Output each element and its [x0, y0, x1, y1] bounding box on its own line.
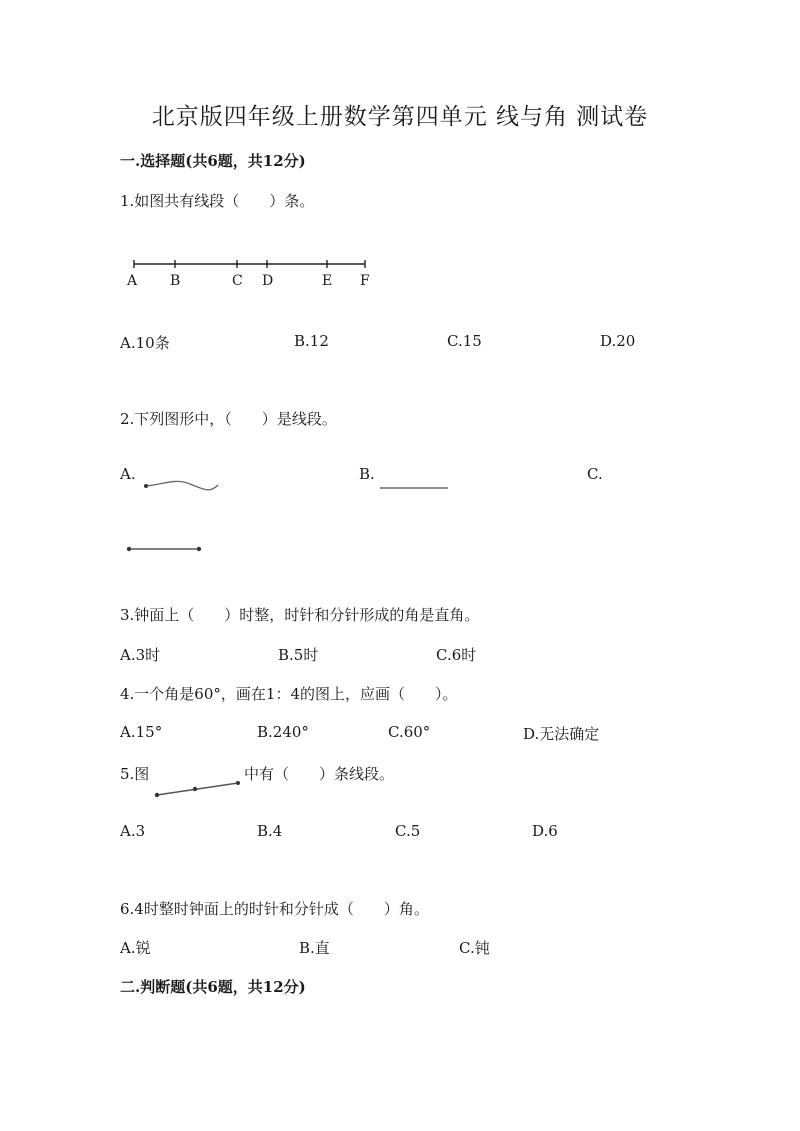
question-5-prefix: 5.图 [120, 765, 150, 783]
q5-option-a: A.3 [120, 822, 146, 840]
q1-option-b: B.12 [294, 332, 329, 350]
q1-label-d: D [262, 273, 274, 289]
q3-option-c: C.6时 [436, 646, 477, 664]
question-6: 6.4时整时钟面上的时针和分针成（ ）角。 [120, 900, 429, 918]
q2-option-c: C. [587, 465, 603, 483]
q2-option-b: B. [359, 465, 375, 483]
section-1-heading: 一.选择题(共6题，共12分) [120, 152, 306, 170]
question-1: 1.如图共有线段（ ）条。 [120, 192, 315, 210]
q5-point-right [236, 781, 240, 785]
q1-label-a: A [127, 273, 138, 289]
q6-option-a: A.锐 [120, 939, 151, 957]
q1-option-c: C.15 [447, 332, 482, 350]
q5-option-c: C.5 [395, 822, 421, 840]
question-3: 3.钟面上（ ）时整，时针和分针形成的角是直角。 [120, 606, 480, 624]
question-2: 2.下列图形中，（ ）是线段。 [120, 410, 337, 428]
q3-option-b: B.5时 [278, 646, 319, 664]
q2-segment-endpoint-right [197, 547, 201, 551]
q2-segment-figure [124, 543, 206, 555]
question-4: 4.一个角是60°，画在1：4的图上，应画（ ）。 [120, 685, 458, 703]
section-2-heading: 二.判断题(共6题，共12分) [120, 978, 306, 996]
q4-option-c: C.60° [388, 723, 431, 741]
q1-label-c: C [232, 273, 243, 289]
question-5-suffix: 中有（ ）条线段。 [244, 765, 395, 783]
q3-option-a: A.3时 [120, 646, 161, 664]
q4-option-d: D.无法确定 [523, 725, 600, 743]
q2-curve-figure [140, 475, 225, 500]
page-title: 北京版四年级上册数学第四单元 线与角 测试卷 [151, 104, 649, 130]
q5-option-d: D.6 [532, 822, 558, 840]
q2-curve-endpoint [144, 484, 148, 488]
q5-option-b: B.4 [257, 822, 283, 840]
q1-option-d: D.20 [600, 332, 636, 350]
q2-line-figure [378, 482, 453, 492]
q1-label-b: B [170, 273, 181, 289]
q6-option-b: B.直 [299, 939, 330, 957]
q4-option-a: A.15° [120, 723, 163, 741]
q5-segment-figure [150, 778, 245, 800]
q5-point-middle [193, 787, 197, 791]
q5-point-left [155, 793, 159, 797]
q2-option-a: A. [120, 465, 136, 483]
q6-option-c: C.钝 [459, 939, 490, 957]
q1-segment-figure [120, 250, 390, 290]
q1-option-a: A.10条 [120, 334, 170, 352]
q4-option-b: B.240° [257, 723, 309, 741]
q2-segment-endpoint-left [127, 547, 131, 551]
q2-curve-line [146, 481, 218, 489]
q1-label-f: F [360, 273, 370, 289]
q5-segment-line [157, 783, 238, 795]
q1-label-e: E [322, 273, 333, 289]
